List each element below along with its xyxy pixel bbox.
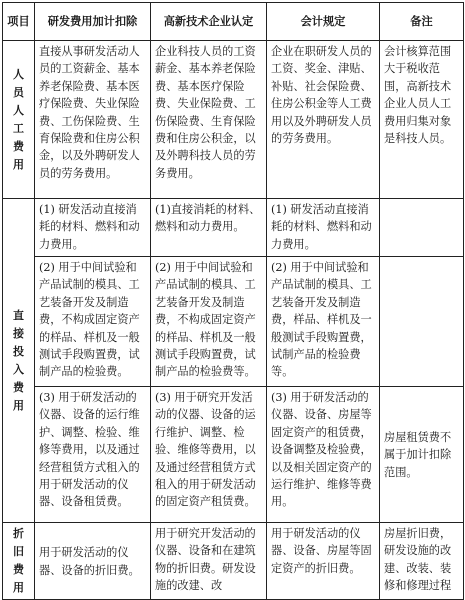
header-remark: 备注 bbox=[380, 3, 464, 41]
cell-accounting: (2) 用于中间试验和产品试制的模具、工艺装备开发及制造费，样品、样机及一般测试手段购置费，试制产品的检验费等。 bbox=[267, 257, 380, 387]
category-personnel bbox=[3, 41, 35, 199]
cell-high-tech: (3) 用于研究开发活动的仪器、设备的运行维护、调整、检验、维修等费用，以及通过经营租赁方式租入的用于研发活动的固定资产租赁费。 bbox=[151, 387, 267, 523]
cell-accounting: 用于研发活动的仪器、设备、房屋等固定资产的折旧费。 bbox=[267, 523, 380, 600]
header-high-tech: 高新技术企业认定 bbox=[151, 3, 267, 41]
category-label: 折旧费用 bbox=[13, 527, 24, 594]
cell-remark: 房屋租赁费不属于加计扣除范围。 bbox=[380, 387, 464, 523]
cell-rd-deduction: 用于研发活动的仪器、设备的折旧费。 bbox=[35, 523, 151, 600]
cell-remark bbox=[380, 257, 464, 387]
cell-rd-deduction: (2) 用于中间试验和产品试制的模具、工艺装备开发及制造费，不构成固定资产的样品、样机及一般测试手段购置费，试制产品的检验费。 bbox=[35, 257, 151, 387]
cell-high-tech: 用于研究开发活动的仪器、设备和在建筑物的折旧费。研发设施的改建、改 bbox=[151, 523, 267, 600]
header-row bbox=[3, 3, 464, 41]
cell-accounting: (3) 用于研发活动的仪器、设备、房屋等固定资产的租赁费，设备调整及检验费，以及相关固定资产的运行维护、维修等费用。 bbox=[267, 387, 380, 523]
header-accounting: 会计规定 bbox=[267, 3, 380, 41]
category-label: 直接投入费用 bbox=[13, 308, 24, 412]
cell-high-tech: 企业科技人员的工资薪金、基本养老保险费、基本医疗保险费、失业保险费、工伤保险费、生育保险费和住房公积金，以及外聘科技人员的劳务费用。 bbox=[151, 41, 267, 199]
cell-remark: 房屋折旧费，研发设施的改建、改装、装修和修理过程 bbox=[380, 523, 464, 600]
cell-rd-deduction: (3) 用于研发活动的仪器、设备的运行维护、调整、检验、维修等费用，以及通过经营租赁方式租入的用于研发活动的仪器、设备租赁费。 bbox=[35, 387, 151, 523]
header-rd-deduction: 研发费用加计扣除 bbox=[35, 3, 151, 41]
table-row-direct-1 bbox=[3, 199, 464, 257]
category-depreciation bbox=[3, 523, 35, 600]
header-item: 项目 bbox=[3, 3, 35, 41]
table-row-direct-2 bbox=[3, 257, 464, 387]
cell-remark bbox=[380, 199, 464, 257]
table-row-personnel bbox=[3, 41, 464, 199]
table-row-direct-3 bbox=[3, 387, 464, 523]
cell-accounting: 企业在职研发人员的工资、奖金、津贴、补贴、社会保险费、住房公积金等人工费用以及外聘研发人员的劳务费用。 bbox=[267, 41, 380, 199]
category-label: 人员人工费用 bbox=[13, 67, 24, 171]
cell-accounting: (1) 研发活动直接消耗的材料、燃料和动力费用。 bbox=[267, 199, 380, 257]
cell-high-tech: (1)直接消耗的材料、燃料和动力费用。 bbox=[151, 199, 267, 257]
cell-remark: 会计核算范围大于税收范围，高新技术企业人员人工费用归集对象是科技人员。 bbox=[380, 41, 464, 199]
table-row-depreciation bbox=[3, 523, 464, 600]
cell-rd-deduction: 直接从事研发活动人员的工资薪金、基本养老保险费、基本医疗保险费、失业保险费、工伤保险费、生育保险费和住房公积金，以及外聘研发人员的劳务费用。 bbox=[35, 41, 151, 199]
comparison-table bbox=[2, 2, 464, 600]
category-direct-input bbox=[3, 199, 35, 523]
cell-rd-deduction: (1) 研发活动直接消耗的材料、燃料和动力费用。 bbox=[35, 199, 151, 257]
cell-high-tech: (2) 用于中间试验和产品试制的模具、工艺装备开发及制造费，不构成固定资产的样品、样机及一般测试手段购置费，试制产品的检验费等。 bbox=[151, 257, 267, 387]
